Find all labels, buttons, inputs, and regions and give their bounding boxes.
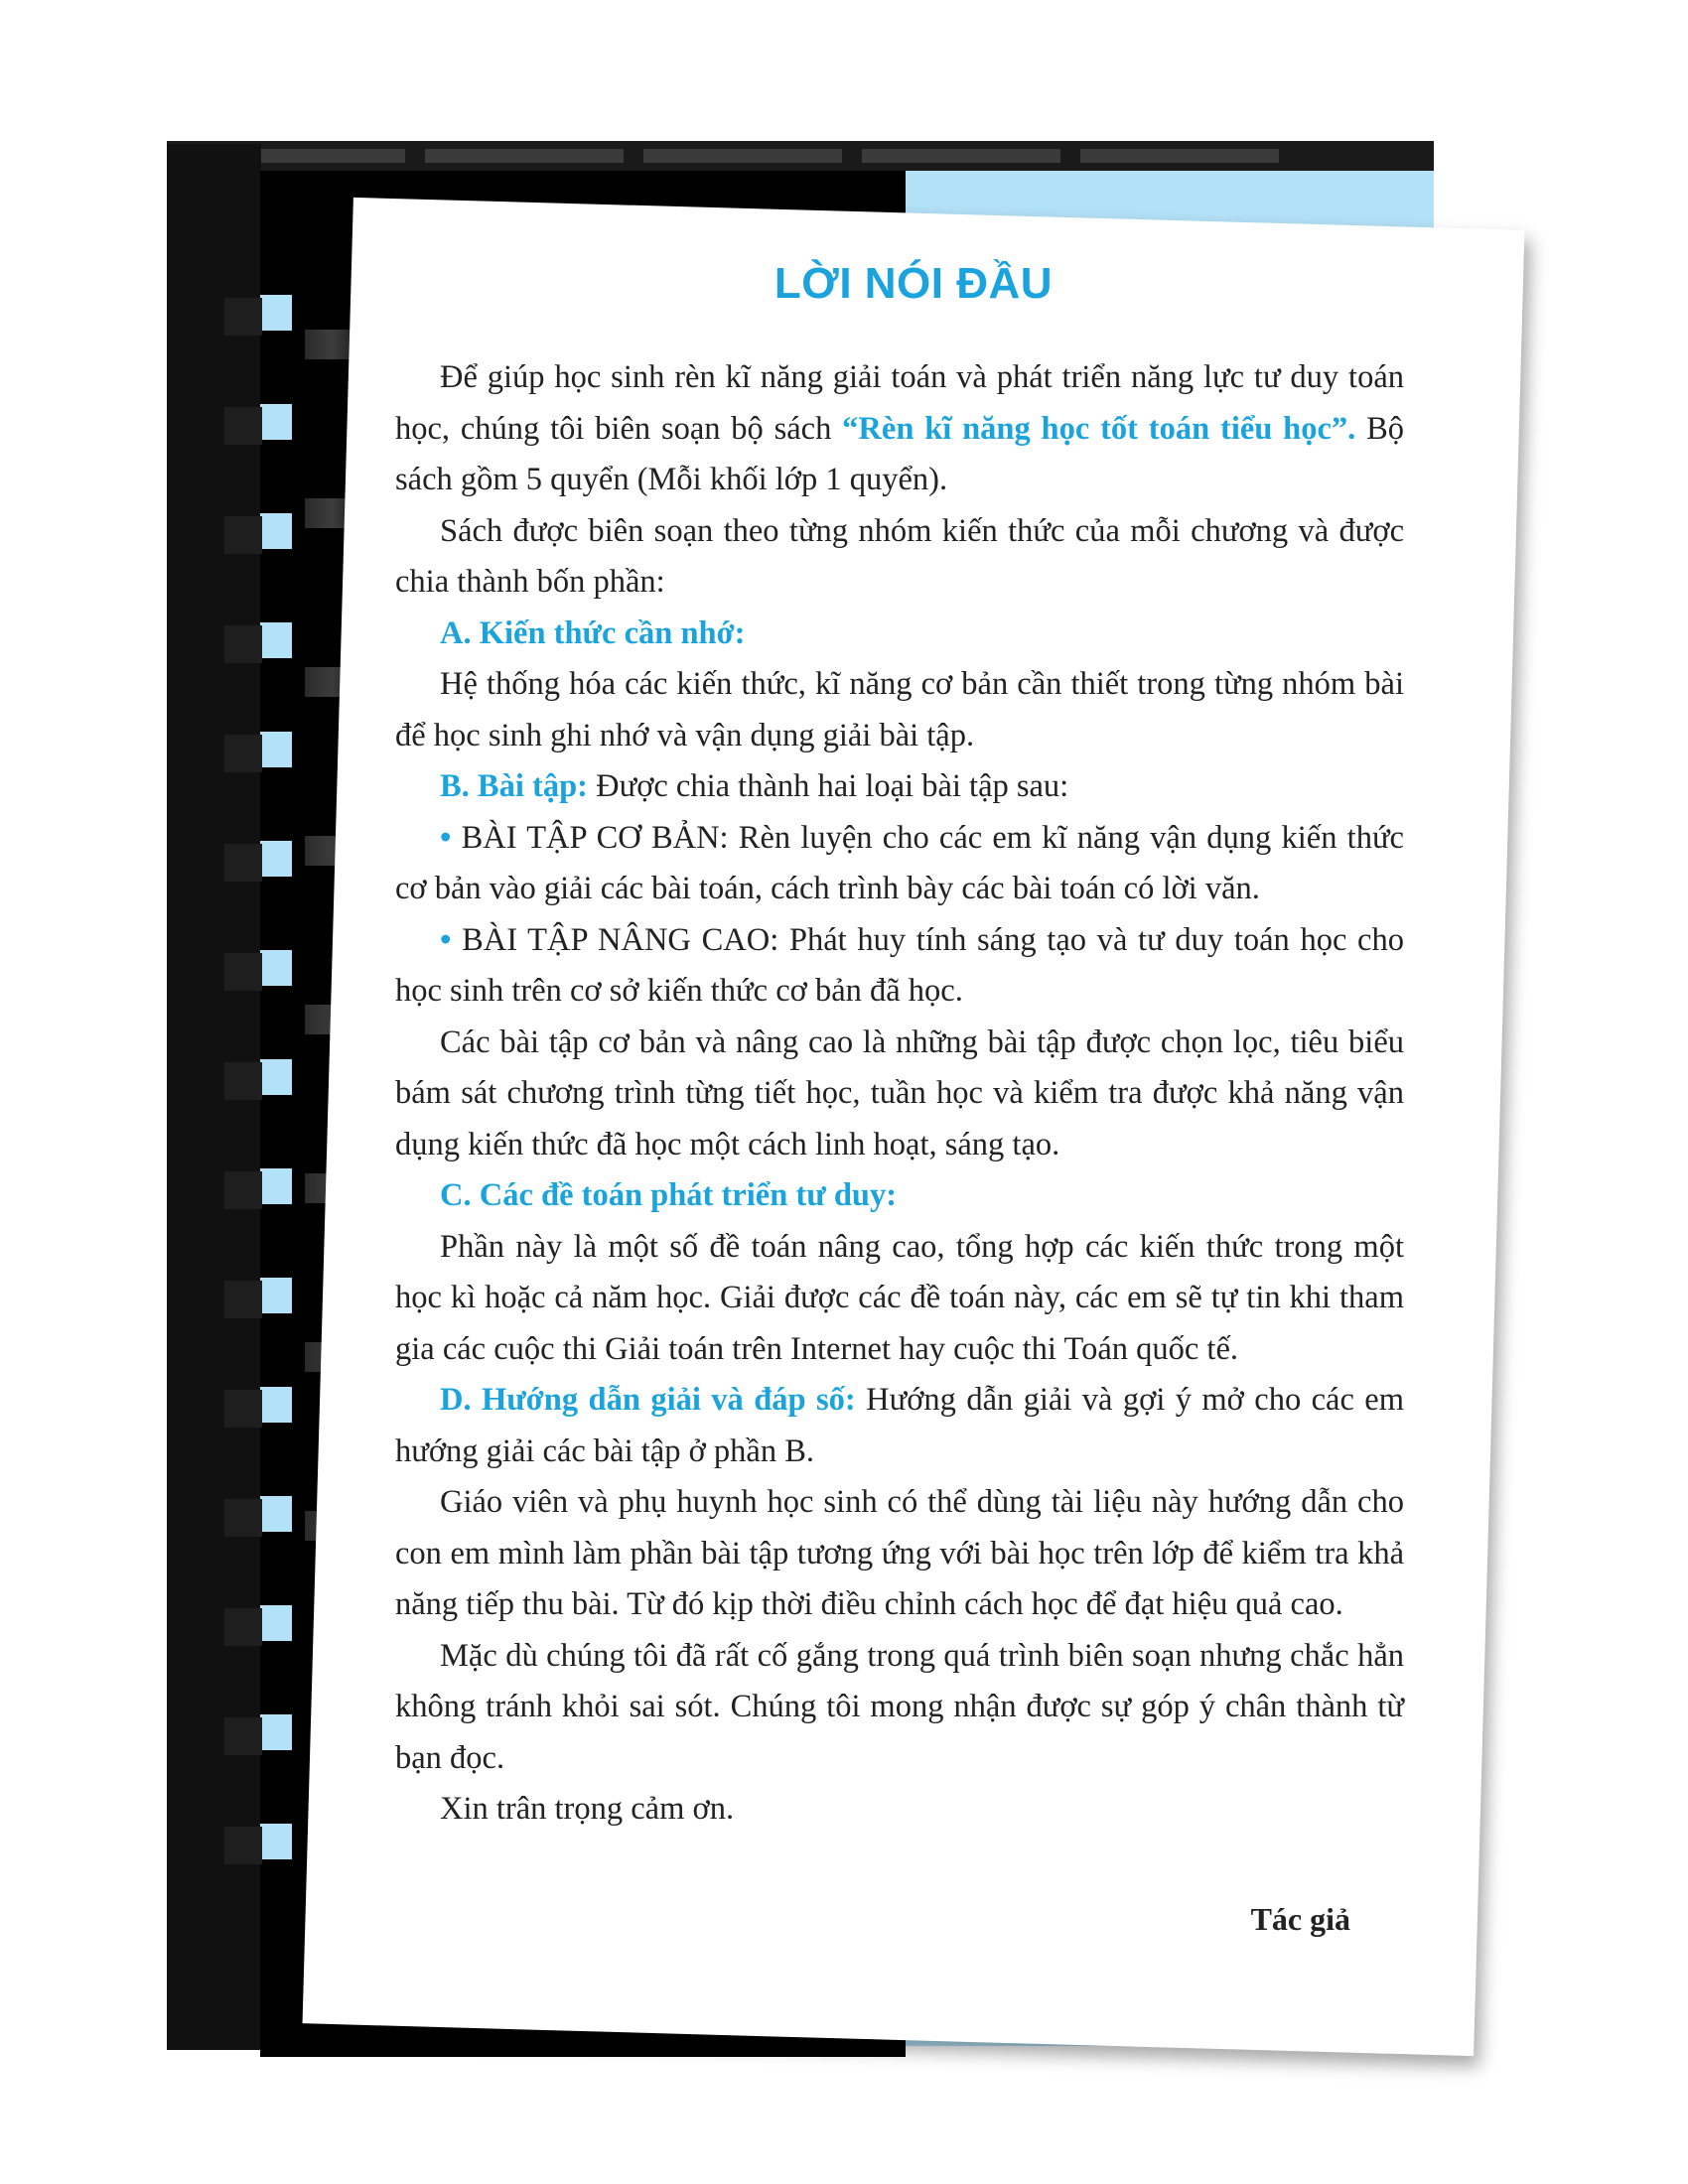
apology-paragraph: Mặc dù chúng tôi đã rất cố gắng trong quá trình biên soạn nhưng chắc hẳn không tránh khỏi sai sót. Chúng tôi mong nhận được sự góp ý chân thành từ bạn đọc. [395,1637,1404,1776]
bullet-basic [395,813,1404,915]
binding-tab [260,1168,292,1204]
intro-paragraph [395,352,1404,506]
preface-body [395,352,1404,1836]
binding-tab [260,622,292,658]
strip-segment [1080,149,1279,163]
binding-tab [224,298,262,336]
strip-segment [425,149,624,163]
binding-tab [224,1062,262,1100]
bullet-icon: • [440,819,452,856]
binding-tab [260,950,292,986]
page-title: LỜI NÓI ĐẦU [774,259,1054,308]
section-b-intro: Được chia thành hai loại bài tập sau: [587,768,1069,804]
section-a-text: Hệ thống hóa các kiến thức, kĩ năng cơ bản cần thiết trong từng nhóm bài để học sinh ghi nhớ và vận dụng giải bài tập. [395,666,1404,753]
back-sheet-top-strip [167,141,1434,171]
thanks-line: Xin trân trọng cảm ơn. [440,1791,735,1827]
binding-tab [260,1278,292,1313]
binding-tab [224,1390,262,1428]
binding-tab [224,516,262,554]
section-a-heading [395,609,1404,660]
binding-tab [260,1714,292,1750]
binding-tab [224,953,262,991]
binding-tab [224,1499,262,1537]
binding-tab [260,295,292,331]
section-b-text: Các bài tập cơ bản và nâng cao là những bài tập được chọn lọc, tiêu biểu bám sát chương trình từng tiết học, tuần học và kiểm tra được khả năng vận dụng kiến thức đã học một cách linh hoạt, sáng tạo. [395,1024,1404,1162]
bullet-advanced-text: BÀI TẬP NÂNG CAO: Phát huy tính sáng tạo và tư duy toán học cho học sinh trên cơ sở kiến thức cơ bản đã học. [395,921,1404,1009]
binding-tab [260,513,292,549]
bullet-icon: • [440,921,452,958]
binding-tab [224,1717,262,1755]
author-signature: Tác giả [1250,1901,1350,1937]
teachers-paragraph: Giáo viên và phụ huynh học sinh có thể dùng tài liệu này hướng dẫn cho con em mình làm phần bài tập tương ứng với bài học trên lớp để kiểm tra khả năng tiếp thu bài. Từ đó kịp thời điều chỉnh cách học để đạt hiệu quả cao. [395,1484,1404,1622]
binding-tab [224,1827,262,1864]
binding-tab [260,1496,292,1532]
section-d-paragraph [395,1375,1404,1477]
binding-tab [260,841,292,877]
binding-tab [260,732,292,767]
binding-tab [224,844,262,882]
binding-tab [260,404,292,440]
bullet-advanced [395,915,1404,1018]
strip-segment [643,149,842,163]
section-c-heading [395,1170,1404,1222]
section-d-text: Hướng dẫn giải và gợi ý mở cho các em hướng giải các bài tập ở phần B. [395,1382,1404,1469]
structure-paragraph: Sách được biên soạn theo từng nhóm kiến thức của mỗi chương và được chia thành bốn phần: [395,512,1404,600]
binding-tab [260,1605,292,1641]
series-title: “Rèn kĩ năng học tốt toán tiểu học”. [842,410,1356,447]
strip-segment [862,149,1060,163]
section-b-heading [395,761,1404,813]
binding-tab [224,625,262,663]
binding-tab [224,735,262,772]
binding-tab [260,1387,292,1423]
bullet-basic-text: BÀI TẬP CƠ BẢN: Rèn luyện cho các em kĩ năng vận dụng kiến thức cơ bản vào giải các bài toán, cách trình bày các bài toán có lời văn. [395,819,1404,906]
section-a-title: A. Kiến thức cần nhớ: [440,614,746,651]
binding-tab [224,407,262,445]
binding-tab [224,1608,262,1646]
section-d-title: D. Hướng dẫn giải và đáp số: [440,1382,856,1418]
section-c-text: Phần này là một số đề toán nâng cao, tổng hợp các kiến thức trong một học kì hoặc cả năm học. Giải được các đề toán này, các em sẽ tự tin khi tham gia các cuộc thi Giải toán trên Internet hay cuộc thi Toán quốc tế. [395,1228,1404,1367]
intro-text: Để giúp học sinh rèn kĩ năng giải toán và phát triển năng lực tư duy toán học, chúng tôi biên soạn bộ sách [395,359,1404,447]
binding-tab [260,1059,292,1095]
binding-tab [260,1824,292,1859]
binding-tab [224,1281,262,1318]
preface-page [303,198,1525,2056]
intro-text-end: Bộ sách gồm 5 quyển (Mỗi khối lớp 1 quyển). [395,410,1405,498]
section-b-title: B. Bài tập: [440,768,588,804]
binding-tab [224,1171,262,1209]
section-c-title: C. Các đề toán phát triển tư duy: [440,1177,898,1213]
page-content [328,213,1499,2040]
